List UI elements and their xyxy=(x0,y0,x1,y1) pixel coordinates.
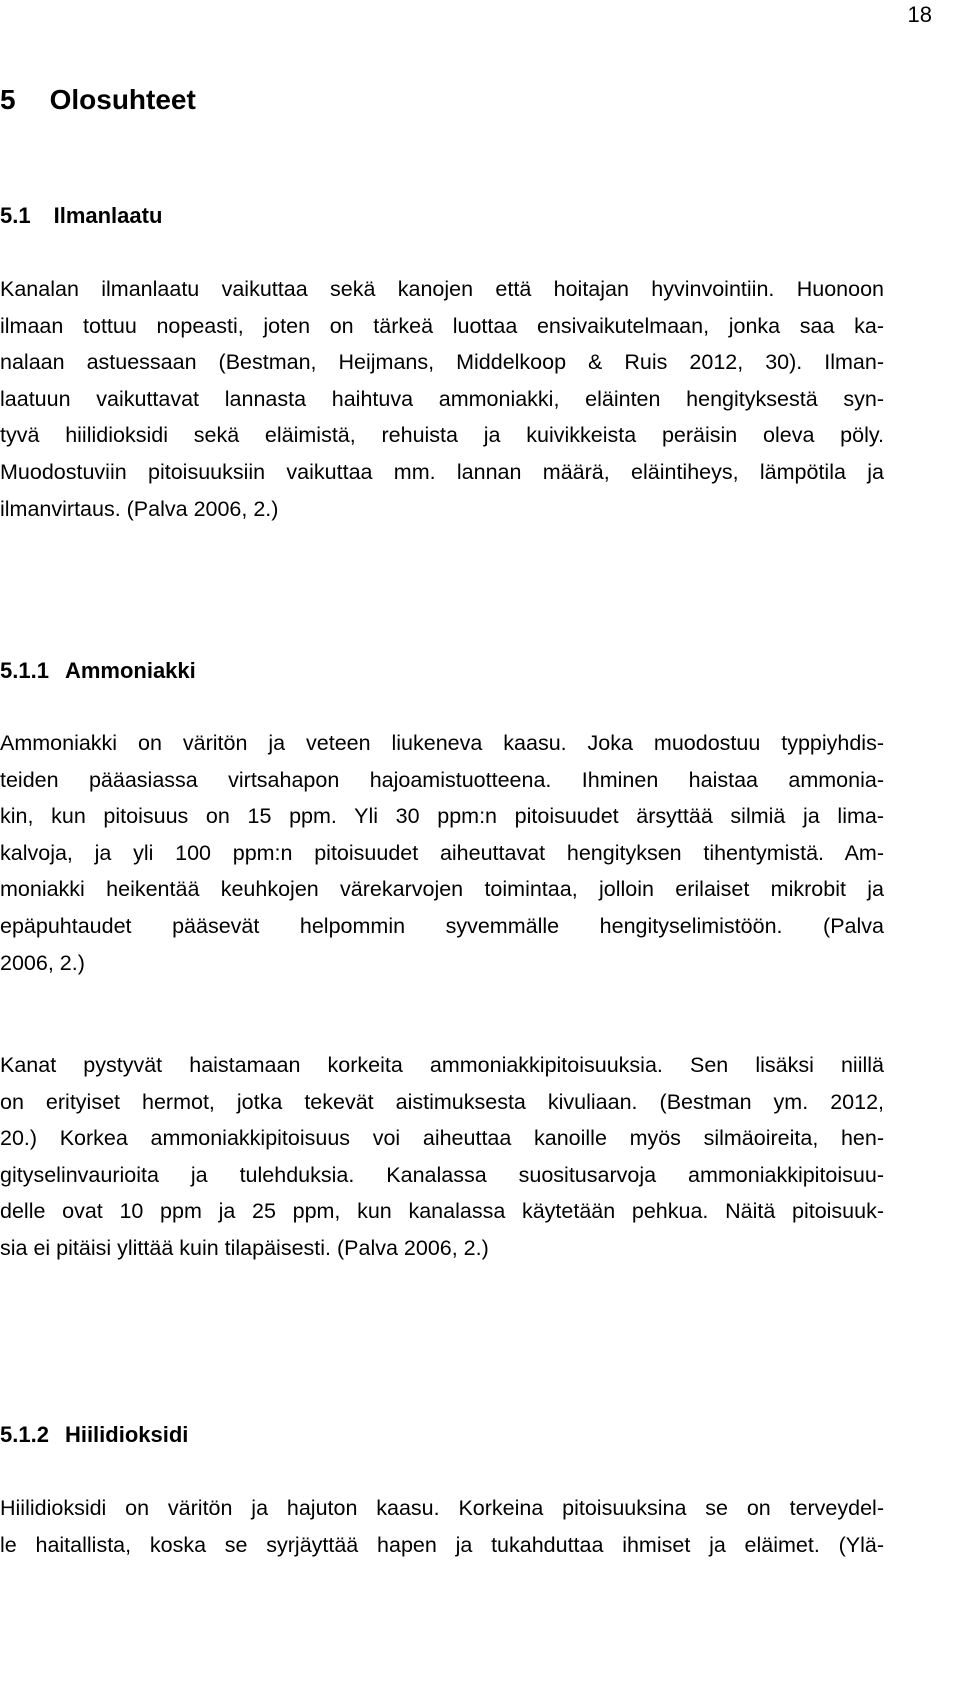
paragraph-ammoniakki xyxy=(0,725,884,981)
text-line: laatuun vaikuttavat lannasta haihtuva ammoniakki, eläinten hengityksestä syn- xyxy=(0,386,884,411)
text-line: gityselinvaurioita ja tulehduksia. Kanalassa suositusarvoja ammoniakkipitoisuu- xyxy=(0,1162,884,1187)
text-line: ilmaan tottuu nopeasti, joten on tärkeä luottaa ensivaikutelmaan, jonka saa ka- xyxy=(0,313,884,338)
section-title: Hiilidioksidi xyxy=(64,1422,189,1447)
text-line: 20.) Korkea ammoniakkipitoisuus voi aiheuttaa kanoille myös silmäoireita, hen- xyxy=(0,1126,884,1151)
text-line: delle ovat 10 ppm ja 25 ppm, kun kanalassa käytetään pehkua. Näitä pitoisuuk- xyxy=(0,1199,884,1224)
text-line: nalaan astuessaan (Bestman, Heijmans, Middelkoop & Ruis 2012, 30). Ilman- xyxy=(0,350,884,375)
chapter-number: 5 xyxy=(0,84,16,115)
section-heading-5-1-2 xyxy=(0,1422,188,1448)
text-line: 2006, 2.) xyxy=(0,950,85,975)
section-heading-5-1-1 xyxy=(0,658,196,684)
paragraph-hiilidioksidi xyxy=(0,1490,884,1563)
section-heading-5-1 xyxy=(0,203,162,229)
text-line: epäpuhtaudet pääsevät helpommin syvemmälle hengityselimistöön. (Palva xyxy=(0,913,884,938)
section-number: 5.1 xyxy=(0,203,31,228)
text-line: ilmanvirtaus. (Palva 2006, 2.) xyxy=(0,496,279,521)
text-line: Ammoniakki on väritön ja veteen liukeneva kaasu. Joka muodostuu typpiyhdis- xyxy=(0,731,884,755)
section-number: 5.1.2 xyxy=(0,1422,49,1447)
text-line: Kanalan ilmanlaatu vaikuttaa sekä kanojen että hoitajan hyvinvointiin. Huonoon xyxy=(0,277,884,301)
section-title: Ilmanlaatu xyxy=(53,203,163,228)
page-number: 18 xyxy=(907,2,932,27)
text-line: on erityiset hermot, jotka tekevät aistimuksesta kivuliaan. (Bestman ym. 2012, xyxy=(0,1089,884,1114)
text-line: le haitallista, koska se syrjäyttää hapen ja tukahduttaa ihmiset ja eläimet. (Ylä- xyxy=(0,1532,884,1557)
text-line: Hiilidioksidi on väritön ja hajuton kaasu. Korkeina pitoisuuksina se on terveydel- xyxy=(0,1496,884,1520)
chapter-heading xyxy=(0,84,196,116)
text-line: kalvoja, ja yli 100 ppm:n pitoisuudet aiheuttavat hengityksen tihentymistä. Am- xyxy=(0,840,884,865)
paragraph-kanat xyxy=(0,1047,884,1267)
text-line: moniakki heikentää keuhkojen värekarvojen toimintaa, jolloin erilaiset mikrobit ja xyxy=(0,877,884,902)
text-line: Muodostuviin pitoisuuksiin vaikuttaa mm. lannan määrä, eläintiheys, lämpötila ja xyxy=(0,459,884,484)
text-line: sia ei pitäisi ylittää kuin tilapäisesti. (Palva 2006, 2.) xyxy=(0,1235,489,1260)
section-title: Ammoniakki xyxy=(64,658,196,683)
text-line: Kanat pystyvät haistamaan korkeita ammoniakkipitoisuuksia. Sen lisäksi niillä xyxy=(0,1053,884,1077)
text-line: teiden pääasiassa virtsahapon hajoamistuotteena. Ihminen haistaa ammonia- xyxy=(0,767,884,792)
text-line: kin, kun pitoisuus on 15 ppm. Yli 30 ppm:n pitoisuudet ärsyttää silmiä ja lima- xyxy=(0,804,884,829)
paragraph-ilmanlaatu xyxy=(0,271,884,527)
section-number: 5.1.1 xyxy=(0,658,49,683)
chapter-title: Olosuhteet xyxy=(49,84,196,115)
text-line: tyvä hiilidioksidi sekä eläimistä, rehuista ja kuivikkeista peräisin oleva pöly. xyxy=(0,423,884,448)
